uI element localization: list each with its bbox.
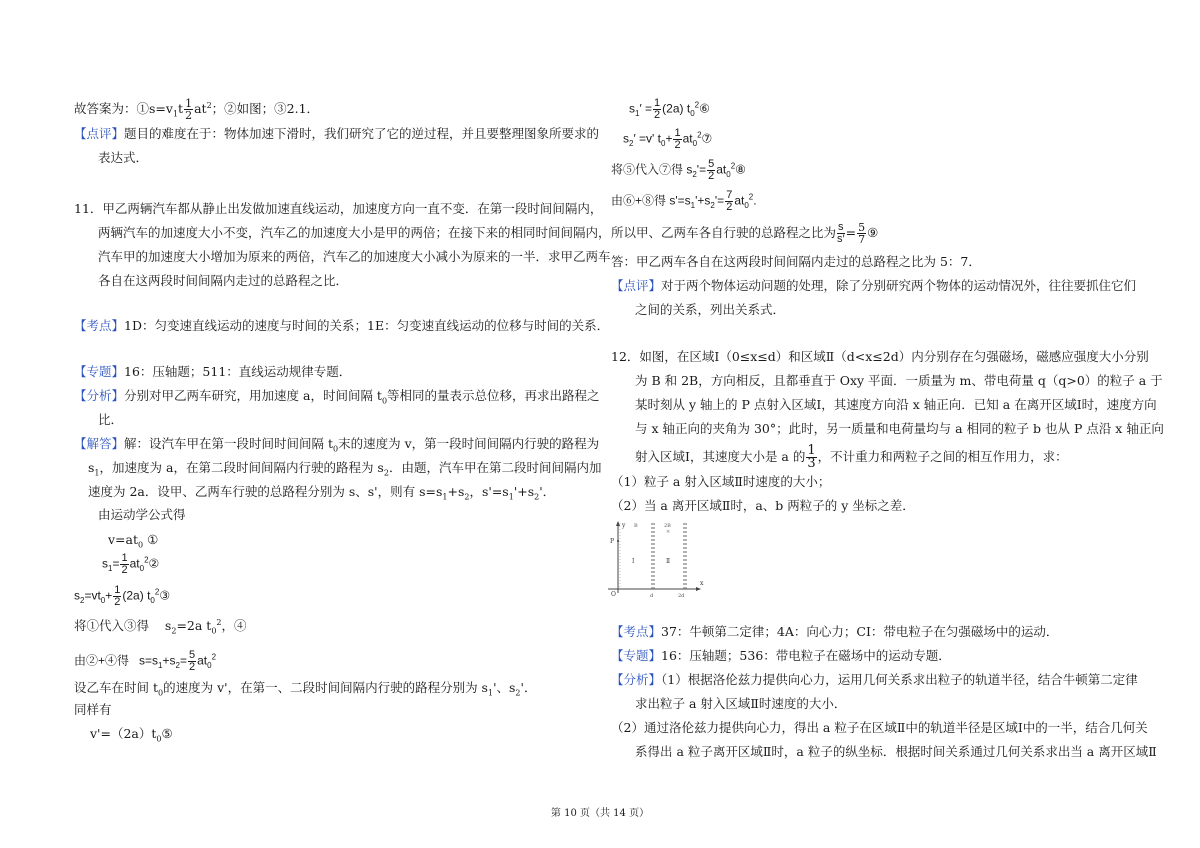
eq6-post: (2a) t bbox=[662, 101, 691, 116]
eq1-mark: ① bbox=[147, 532, 159, 547]
comment-tag: 【点评】 bbox=[611, 278, 662, 293]
yiche-text: 设乙车在时间 t bbox=[74, 680, 158, 695]
fraction: $\frac{1}{2}$ bbox=[121, 552, 128, 576]
jieda-text-3e: '． bbox=[539, 484, 556, 499]
eq5-mark: ⑤ bbox=[161, 726, 173, 741]
fenxi-text: （1）根据洛伦兹力提供向心力，运用几何关系求出粒子的轨道半径，结合牛顿第二定律 bbox=[661, 672, 1138, 687]
equation-1: $v=at_0$ ① bbox=[108, 532, 159, 550]
substitution-2-4: 由②+④得 $s=s_1+s_2=$ $\frac{5}{2}$ $at_0^2$ bbox=[74, 649, 217, 673]
jieda-s: s bbox=[88, 460, 95, 475]
fraction: $\frac{5}{2}$ bbox=[188, 649, 196, 673]
question-12-line-5 bbox=[635, 445, 1068, 470]
answer-line: 故答案为：$①s=v_1t$ $\frac{1}{2}$ $at^2$；②如图；③2.1． bbox=[74, 97, 320, 122]
eq3-plus: + bbox=[105, 588, 113, 603]
zhuanti-text: 16：压轴题；536：带电粒子在磁场中的运动专题． bbox=[661, 648, 951, 663]
fraction: $\frac{1}{2}$ bbox=[114, 584, 121, 608]
ratio-mark: ⑨ bbox=[867, 225, 879, 240]
comment-text: 题目的难度在于：物体加速下滑时，我们研究了它的逆过程，并且要整理图象所要求的 bbox=[124, 126, 600, 141]
eq1-text: v=at bbox=[108, 532, 139, 547]
region-2-label: Ⅱ bbox=[666, 558, 671, 565]
2d-label: 2d bbox=[678, 593, 685, 599]
answer-text-end: ；②如图；③2.1． bbox=[211, 101, 320, 116]
sub13-eq: =2a t bbox=[176, 618, 212, 633]
eq3-mark: ③ bbox=[159, 588, 171, 603]
tongyang-line: 同样有 bbox=[74, 702, 112, 717]
page-footer: 第 10 页（共 14 页） bbox=[550, 808, 650, 819]
x-axis-arrow bbox=[696, 587, 701, 591]
fraction: $\frac{7}{2}$ bbox=[726, 189, 733, 213]
kaodian-line bbox=[74, 318, 609, 334]
eq6-mark: ⑥ bbox=[699, 101, 710, 116]
kaodian-text: 37：牛顿第二定律；4A：向心力；CI：带电粒子在匀强磁场中的运动． bbox=[661, 624, 1059, 639]
sub57-post: at bbox=[716, 162, 727, 177]
kaodian-tag: 【考点】 bbox=[74, 318, 125, 333]
zhuanti-text: 16：压轴题；511：直线运动规律专题． bbox=[124, 364, 352, 379]
region-1-label: Ⅰ bbox=[632, 558, 635, 565]
cross-symbol: × bbox=[666, 529, 671, 535]
jieda-text: 解：设汽车甲在第一段时间时间间隔 t bbox=[124, 436, 334, 451]
fenxi-line-2: 比． bbox=[98, 412, 124, 427]
comment-line bbox=[74, 126, 599, 142]
fenxi-text: 分别对甲乙两车研究，用加速度 a，时间间隔 t bbox=[124, 388, 382, 403]
sub57-text: 将⑤代入⑦得 s bbox=[611, 162, 693, 177]
yiche-text-c: '、s bbox=[493, 680, 516, 695]
equation-5: $v'=(2a)t_0⑤$ bbox=[90, 726, 173, 744]
fraction: $\frac{1}{2}$ bbox=[654, 97, 661, 121]
comment-line-2: 表达式． bbox=[98, 150, 149, 165]
substitution-5-7: 将⑤代入⑦得 $s_2'=$ $\frac{5}{2}$ $at_0^2⑧$ bbox=[611, 158, 746, 182]
fenxi-line: 【分析】分别对甲乙两车研究，用加速度 a，时间间隔 $t_0$等相同的量表示总位移，再求出路程之 bbox=[74, 388, 600, 406]
kaodian-line bbox=[611, 624, 1058, 640]
fenxi-tag: 【分析】 bbox=[611, 672, 662, 687]
eq7-s: s bbox=[623, 131, 629, 146]
eq7-plus: + bbox=[665, 131, 673, 146]
answer-text-at: at bbox=[194, 101, 207, 116]
answer-text: 故答案为：①s=v bbox=[74, 101, 173, 116]
question-12-line-1: 12．如图，在区域Ⅰ（0≤x≤d）和区域Ⅱ（d<x≤2d）内分别存在匀强磁场，磁感应强度大小分别 bbox=[611, 349, 1149, 364]
sub13-mark: ，④ bbox=[221, 618, 247, 633]
fraction: $\frac{1}{2}$ bbox=[674, 127, 681, 151]
answer-text-t: t bbox=[178, 101, 184, 116]
sub24-text: 由②+④得 bbox=[74, 653, 130, 668]
eq6-s: s bbox=[629, 101, 635, 116]
jieda-text-b: 末的速度为 v，第一段时间间隔内行驶的路程为 bbox=[338, 436, 600, 451]
question-12-line-2: 为 B 和 2B，方向相反，且都垂直于 Oxy 平面．一质量为 m、带电荷量 q（q>0）的粒子 a 于 bbox=[635, 373, 1163, 388]
equation-2: $s_1=$ $\frac{1}{2}$ $at_0^2②$ bbox=[102, 552, 160, 576]
fenxi-line-2: 求出粒子 a 射入区域Ⅱ时速度的大小． bbox=[635, 696, 847, 711]
fraction: $\frac{1}{2}$ bbox=[185, 97, 193, 122]
question-11-line-4: 各自在这两段时间间隔内走过的总路程之比． bbox=[98, 273, 349, 288]
question-12-sub-1: （1）粒子 a 射入区域Ⅱ时速度的大小； bbox=[611, 474, 831, 489]
jieda-text-3b: +s bbox=[447, 484, 465, 499]
fenxi-text-b: 等相同的量表示总位移，再求出路程之 bbox=[387, 388, 600, 403]
sub13-s: s bbox=[164, 618, 172, 633]
q12-text-b: ，不计重力和两粒子之间的相互作用力，求： bbox=[817, 449, 1068, 464]
magnetic-field-diagram bbox=[606, 519, 706, 599]
kaodian-text: 1D：匀变速直线运动的速度与时间的关系；1E：匀变速直线运动的位移与时间的关系． bbox=[124, 318, 610, 333]
jieda-text-3c: ，s'=s bbox=[469, 484, 509, 499]
yundong-line: 由运动学公式得 bbox=[98, 507, 186, 522]
sub24-at: at bbox=[197, 653, 208, 668]
zhuanti-line bbox=[611, 648, 951, 664]
p-label: P bbox=[610, 538, 615, 545]
ratio-text: 所以甲、乙两车各自行驶的总路程之比为 bbox=[611, 225, 837, 240]
ratio-line: 所以甲、乙两车各自行驶的总路程之比为 $\frac{s}{s'}$ = $\frac{5}{7}$ ⑨ bbox=[611, 221, 879, 246]
fraction: $\frac{5}{7}$ bbox=[858, 221, 866, 246]
eq7-mark: ⑦ bbox=[701, 131, 713, 146]
origin-label: O bbox=[611, 591, 616, 598]
yiche-line: 设乙车在时间 $t_0$的速度为 v'，在第一、二段时间间隔内行驶的路程分别为 $s_1'$、$s_2'$． bbox=[74, 680, 537, 698]
fraction: $\frac{5}{2}$ bbox=[708, 158, 715, 182]
sub68-eq: '= bbox=[714, 193, 725, 208]
sub57-eq: '= bbox=[696, 162, 707, 177]
zhuanti-tag: 【专题】 bbox=[74, 364, 125, 379]
eq3-vt: =vt bbox=[84, 588, 101, 603]
fenxi-line-3: （2）通过洛伦兹力提供向心力，得出 a 粒子在区域Ⅱ中的轨道半径是区域Ⅰ中的一半，结合几何关 bbox=[611, 720, 1148, 735]
comment-line-2: 之间的关系，列出关系式． bbox=[635, 302, 786, 317]
jieda-text-3: 速度为 2a．设甲、乙两车行驶的总路程分别为 s、s'，则有 s=s bbox=[88, 484, 443, 499]
question-11-line-2: 两辆汽车的加速度大小不变，汽车乙的加速度大小是甲的两倍；在接下来的相同时间间隔内， bbox=[98, 225, 611, 240]
substitution-6-8: 由⑥+⑧得 $s'=s_1'+s_2'=$ $\frac{7}{2}$ $at_0^2$. bbox=[611, 189, 757, 213]
jieda-line-3: 速度为 2a．设甲、乙两车行驶的总路程分别为 s、s'，则有 $s=s_1+s_2$，$s'=s_1'+s_2'$． bbox=[88, 484, 556, 502]
equation-3: $s_2=vt_0+$ $\frac{1}{2}$ (2a) $t_0^2③$ bbox=[74, 584, 171, 608]
zhuanti-line bbox=[74, 364, 351, 380]
substitution-1-3: 将①代入③得 $s_2=2a$ $t_0^2$，④ bbox=[74, 617, 247, 636]
equation-6: $s_1'$ = $\frac{1}{2}$ (2a) $t_0^2⑥$ bbox=[629, 97, 710, 121]
sub24-plus: +s bbox=[162, 653, 176, 668]
answer-line: 答：甲乙两车各自在这两段时间间隔内走过的总路程之比为 5：7． bbox=[611, 254, 981, 269]
fraction: $\frac{s}{s'}$ bbox=[837, 221, 845, 245]
zhuanti-tag: 【专题】 bbox=[611, 648, 662, 663]
y-axis-arrow bbox=[616, 521, 620, 526]
question-12-sub-2: （2）当 a 离开区域Ⅱ时，a、b 两粒子的 y 坐标之差． bbox=[611, 498, 915, 513]
kaodian-tag: 【考点】 bbox=[611, 624, 662, 639]
sub24-s: s=s bbox=[139, 653, 159, 668]
sub68-plus: '+s bbox=[695, 193, 711, 208]
fenxi-line bbox=[611, 672, 1138, 688]
jieda-text-2b: ，加速度为 a，在第二段时间间隔内行驶的路程为 s bbox=[99, 460, 384, 475]
sub68-post: at bbox=[734, 193, 745, 208]
jieda-line: 【解答】解：设汽车甲在第一段时间时间间隔 $t_0$末的速度为 v，第一段时间间隔内行驶的路程为 bbox=[74, 436, 600, 454]
x-label: x bbox=[700, 580, 704, 587]
b2-label: 2B bbox=[664, 523, 671, 529]
eq3-post: (2a) t bbox=[122, 588, 151, 603]
fraction: $\frac{1}{3}$ bbox=[807, 443, 816, 471]
jieda-tag: 【解答】 bbox=[74, 436, 125, 451]
eq7-post: at bbox=[682, 131, 693, 146]
y-label: y bbox=[622, 522, 626, 529]
question-11-line-1: 11．甲乙两辆汽车都从静止出发做加速直线运动，加速度方向一直不变．在第一段时间间隔内， bbox=[74, 201, 603, 216]
eq2-s: s bbox=[102, 556, 108, 571]
equation-7: $s_2' =v'$ $t_0+$ $\frac{1}{2}$ $at_0^2⑦$ bbox=[623, 127, 713, 151]
b-label: B bbox=[634, 523, 638, 529]
eq3-s: s bbox=[74, 588, 80, 603]
sub13-text: 将①代入③得 bbox=[74, 618, 150, 633]
jieda-text-2c: ．由题，汽车甲在第二段时间间隔内加 bbox=[388, 460, 602, 475]
yiche-text-d: '． bbox=[520, 680, 537, 695]
question-11-line-3: 汽车甲的加速度大小增加为原来的两倍，汽车乙的加速度大小减小为原来的一半．求甲乙两车 bbox=[98, 249, 611, 264]
fenxi-line-4: 系得出 a 粒子离开区域Ⅱ时，a 粒子的纵坐标．根据时间关系通过几何关系求出当 a 离开区域Ⅱ bbox=[635, 744, 1157, 759]
point-p bbox=[617, 540, 619, 542]
yiche-text-b: 的速度为 v'，在第一、二段时间间隔内行驶的路程分别为 s bbox=[163, 680, 488, 695]
fenxi-tag: 【分析】 bbox=[74, 388, 125, 403]
sub68-text: 由⑥+⑧得 s'=s bbox=[611, 193, 691, 208]
comment-tag: 【点评】 bbox=[74, 126, 125, 141]
eq5-text: v'=（2a）t bbox=[90, 726, 157, 741]
comment-line bbox=[611, 278, 1136, 294]
question-12-line-4: 与 x 轴正向的夹角为 30°；此时，另一质量和电荷量均与 a 相同的粒子 b 也从 P 点沿 x 轴正向 bbox=[635, 421, 1164, 436]
sub57-mark: ⑧ bbox=[735, 162, 746, 177]
comment-text: 对于两个物体运动问题的处理，除了分别研究两个物体的运动情况外，往往要抓住它们 bbox=[661, 278, 1137, 293]
q12-text: 射入区域Ⅰ，其速度大小是 a 的 bbox=[635, 449, 806, 464]
eq2-mark: ② bbox=[148, 556, 160, 571]
d-label: d bbox=[650, 593, 654, 599]
jieda-line-2: $s_1$，加速度为 a，在第二段时间间隔内行驶的路程为 $s_2$．由题，汽车甲在第二段时间间隔内加 bbox=[88, 460, 602, 478]
question-12-line-3: 某时刻从 y 轴上的 P 点射入区域Ⅰ，其速度方向沿 x 轴正向．已知 a 在离开区域Ⅰ时，速度方向 bbox=[635, 397, 1157, 412]
eq2-at: at bbox=[129, 556, 140, 571]
jieda-text-3d: '+s bbox=[513, 484, 535, 499]
eq7-mid: =v' t bbox=[639, 131, 662, 146]
